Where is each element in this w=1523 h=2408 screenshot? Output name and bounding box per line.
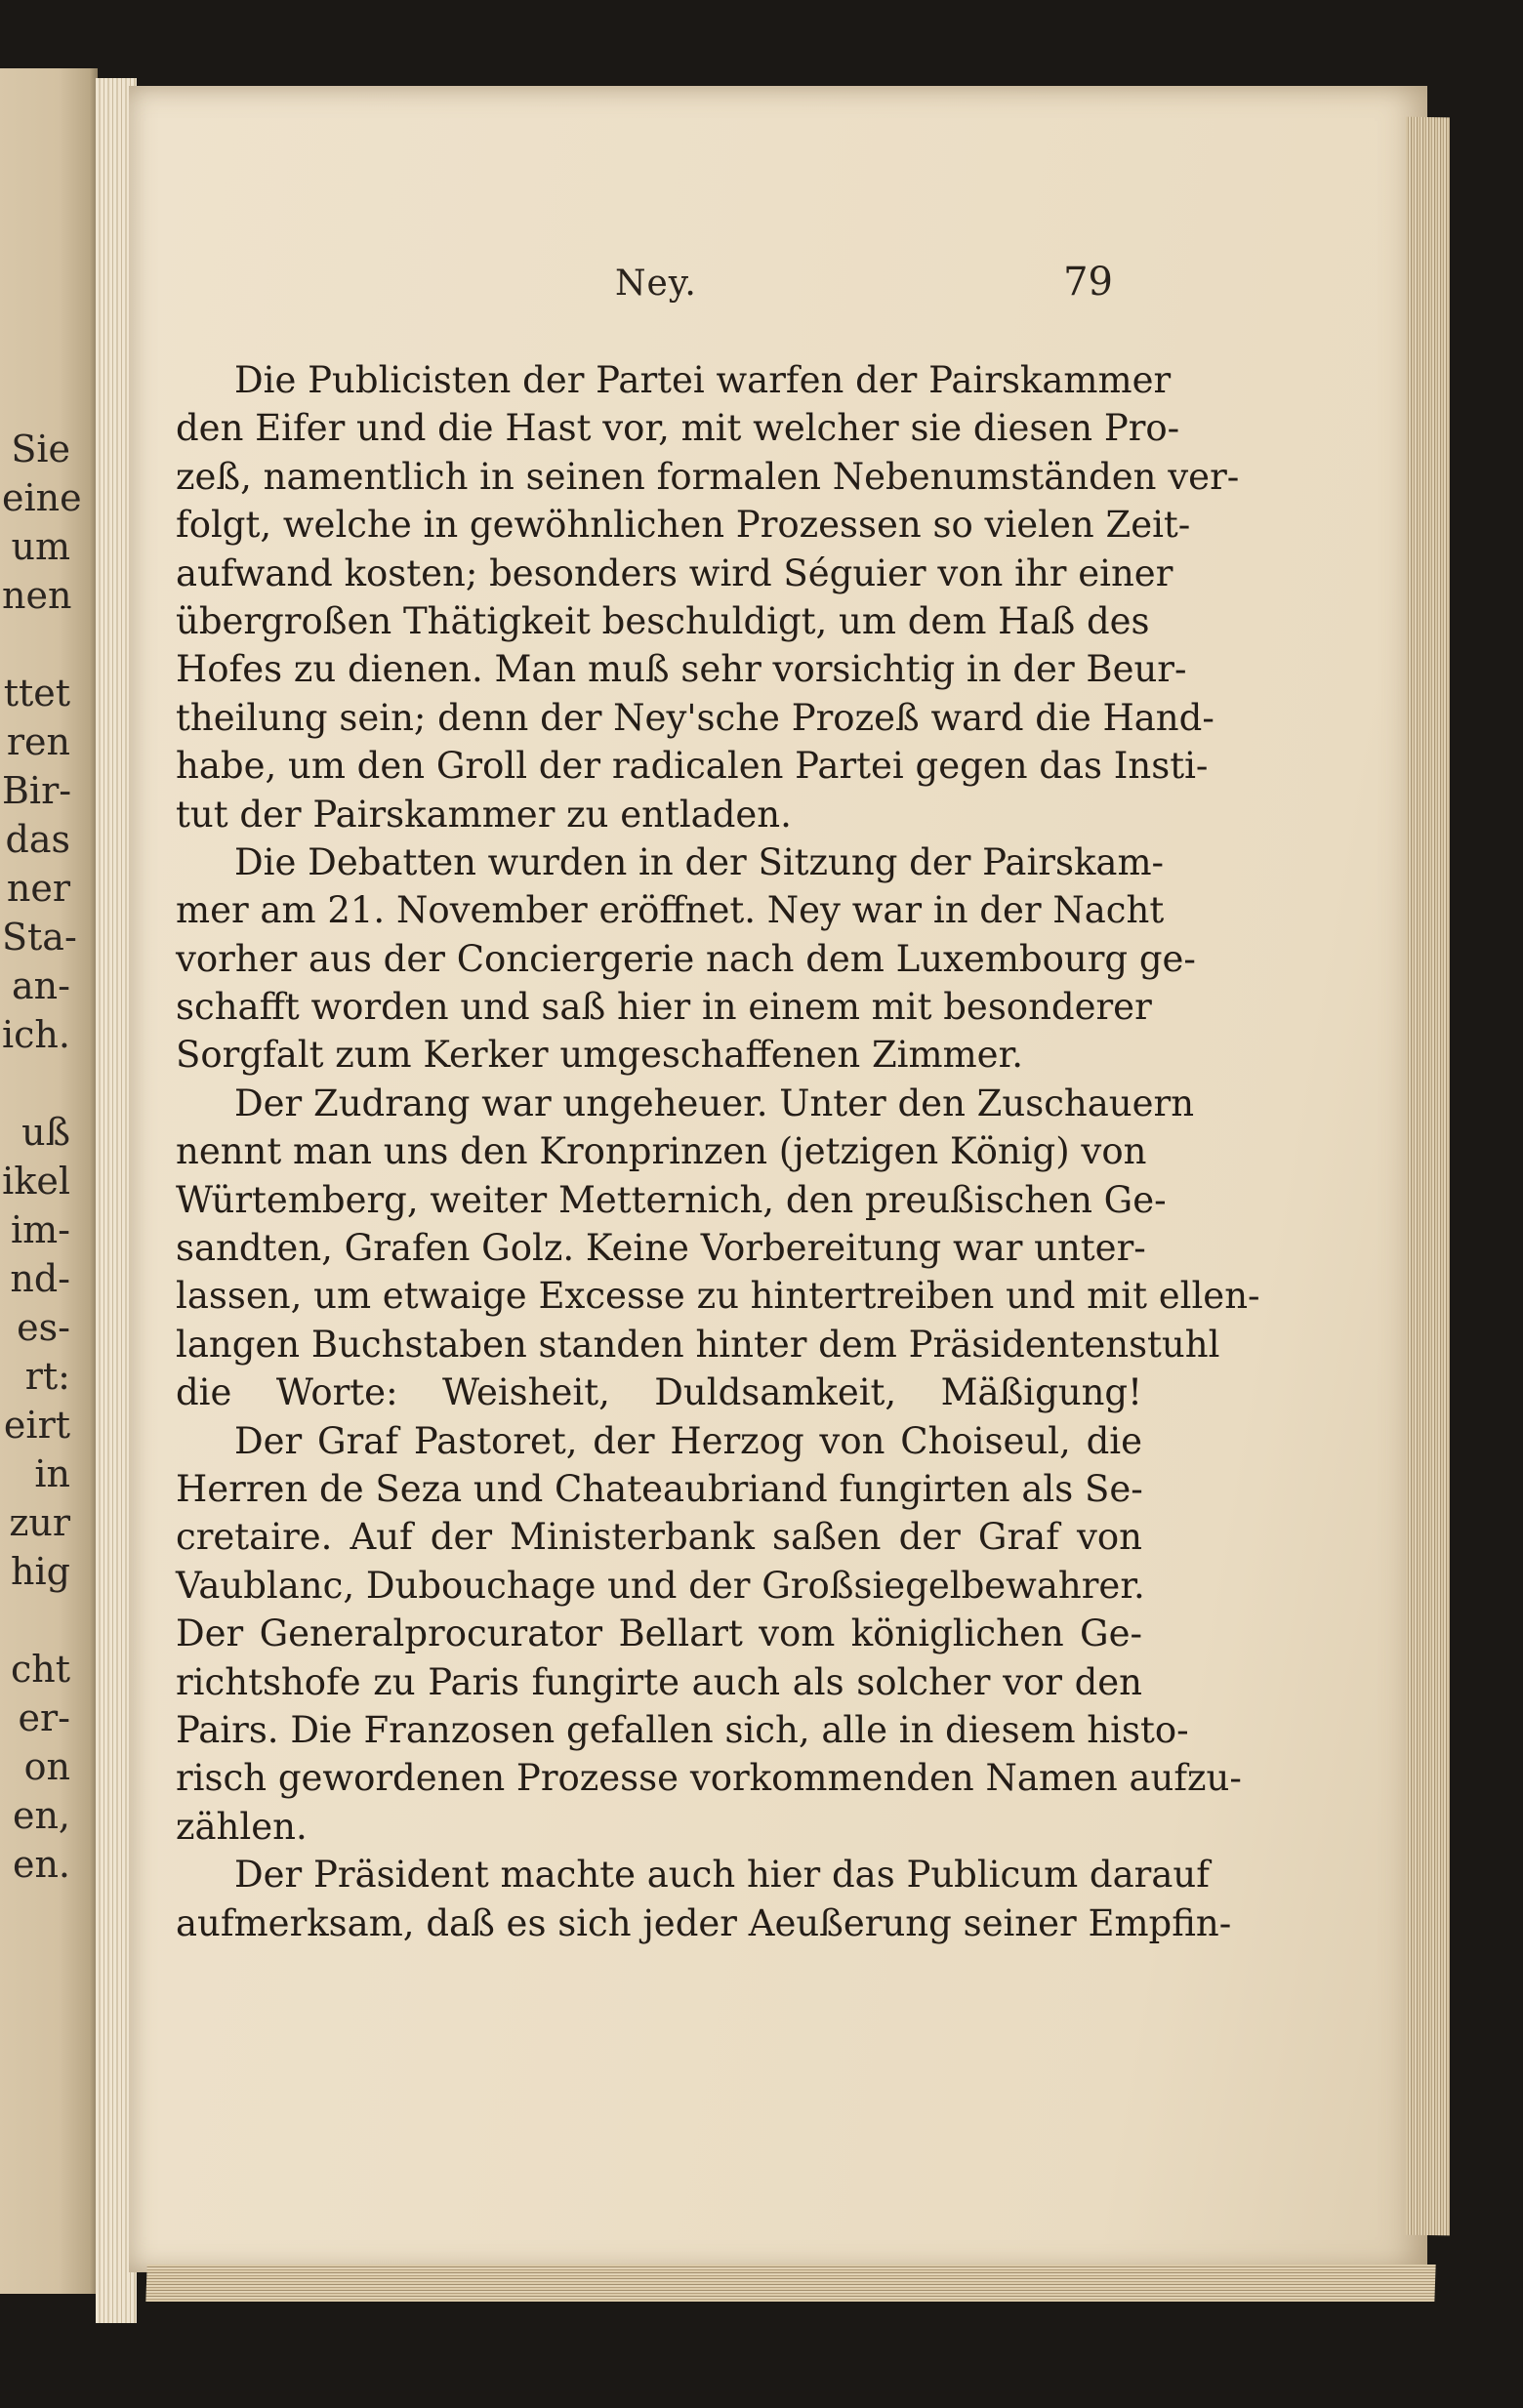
left-page-fragment: an- [12,964,70,1007]
text-line: richtshofe zu Paris fungirte auch als solcher vor den [176,1660,1142,1703]
left-page-fragment [2,620,70,669]
left-page-fragment: um [11,525,70,568]
left-page-fragment: on [23,1745,70,1788]
text-line: zeß, namentlich in seinen formalen Nebenumständen ver- [176,455,1240,498]
text-line: habe, um den Groll der radicalen Partei gegen das Insti- [176,745,1209,788]
text-line: Würtemberg, weiter Metternich, den preußischen Ge- [176,1178,1167,1221]
left-page-fragment: en. [12,1843,70,1886]
page-edge-right [1406,117,1450,2236]
left-page-fragment: hig [11,1550,70,1593]
text-line: Der Präsident machte auch hier das Publicum darauf [234,1854,1210,1897]
left-page-fragment [2,1059,70,1108]
text-line: folgt, welche in gewöhnlichen Prozessen so vielen Zeit- [176,504,1191,547]
left-page-fragment: rt: [24,1355,70,1398]
left-page-fragment: ner [6,867,70,910]
left-facing-page [0,68,98,2294]
text-line: Der Graf Pastoret, der Herzog von Choiseul, die [234,1419,1142,1462]
left-page-fragment: ren [6,720,70,763]
text-line: übergroßen Thätigkeit beschuldigt, um dem Haß des [176,599,1150,642]
left-page-fragment: ich. [2,1013,70,1056]
text-line: die Worte: Weisheit, Duldsamkeit, Mäßigung! [176,1371,1142,1414]
text-line: den Eifer und die Hast vor, mit welcher sie diesen Pro- [176,407,1180,450]
left-page-fragment: das [5,818,70,861]
left-page-fragment: uß [21,1111,70,1154]
text-line: Der Zudrang war ungeheuer. Unter den Zuschauern [234,1082,1195,1124]
text-line: cretaire. Auf der Ministerbank saßen der Graf von [176,1516,1142,1559]
left-page-fragment: in [34,1452,70,1495]
text-line: Sorgfalt zum Kerker umgeschaffenen Zimmer. [176,1034,1023,1077]
left-page-fragment: im- [10,1208,70,1251]
left-page-fragment: eirt [3,1404,70,1447]
left-page-fragment: Sta- [2,916,77,959]
left-page-fragment: en, [12,1794,70,1837]
left-page-fragment: eine [2,476,82,519]
text-line: Die Publicisten der Partei warfen der Pairskammer [234,359,1172,401]
text-line: schafft worden und saß hier in einem mit besonderer [176,986,1152,1029]
left-page-text-fragments [2,425,82,1889]
text-line: theilung sein; denn der Ney'sche Prozeß ward die Hand- [176,696,1214,739]
text-line: langen Buchstaben standen hinter dem Präsidentenstuhl [176,1323,1220,1366]
text-line: aufwand kosten; besonders wird Séguier von ihr einer [176,551,1173,594]
left-page-fragment: ttet [3,672,70,714]
text-line: Pairs. Die Franzosen gefallen sich, alle in diesem histo- [176,1708,1189,1751]
running-head: Ney. [615,264,697,304]
left-page-fragment: Bir- [2,769,72,812]
text-line: Vaublanc, Dubouchage und der Großsiegelbewahrer. [176,1564,1145,1607]
text-line: zählen. [176,1805,308,1848]
text-line: aufmerksam, daß es sich jeder Aeußerung seiner Empfin- [176,1901,1232,1944]
body-text [176,356,1260,1947]
text-line: nennt man uns den Kronprinzen (jetzigen König) von [176,1130,1147,1173]
page-number: 79 [1063,260,1113,305]
left-page-fragment: ikel [2,1160,70,1203]
text-line: Herren de Seza und Chateaubriand fungirten als Se- [176,1467,1143,1510]
text-line: sandten, Grafen Golz. Keine Vorbereitung war unter- [176,1227,1146,1270]
text-line: risch gewordenen Prozesse vorkommenden Namen aufzu- [176,1757,1242,1800]
text-line: mer am 21. November eröffnet. Ney war in der Nacht [176,889,1165,932]
page-header [176,260,1142,322]
left-page-fragment: Sie [11,428,70,470]
left-page-fragment: nen [2,574,72,617]
left-page-fragment: er- [18,1696,70,1739]
text-line: lassen, um etwaige Excesse zu hintertreiben und mit ellen- [176,1275,1260,1318]
text-line: Der Generalprocurator Bellart vom königlichen Ge- [176,1612,1142,1655]
text-line: Die Debatten wurden in der Sitzung der Pairskam- [234,840,1165,883]
left-page-fragment: nd- [10,1257,70,1300]
text-line: vorher aus der Conciergerie nach dem Luxembourg ge- [176,937,1196,980]
left-page-fragment [2,1596,70,1645]
left-page-fragment: zur [9,1501,70,1544]
text-line: Hofes zu dienen. Man muß sehr vorsichtig in der Beur- [176,648,1187,691]
text-line: tut der Pairskammer zu entladen. [176,793,792,836]
left-page-fragment: cht [10,1648,70,1691]
left-page-fragment: es- [17,1306,70,1349]
page-edge-bottom [145,2265,1435,2302]
